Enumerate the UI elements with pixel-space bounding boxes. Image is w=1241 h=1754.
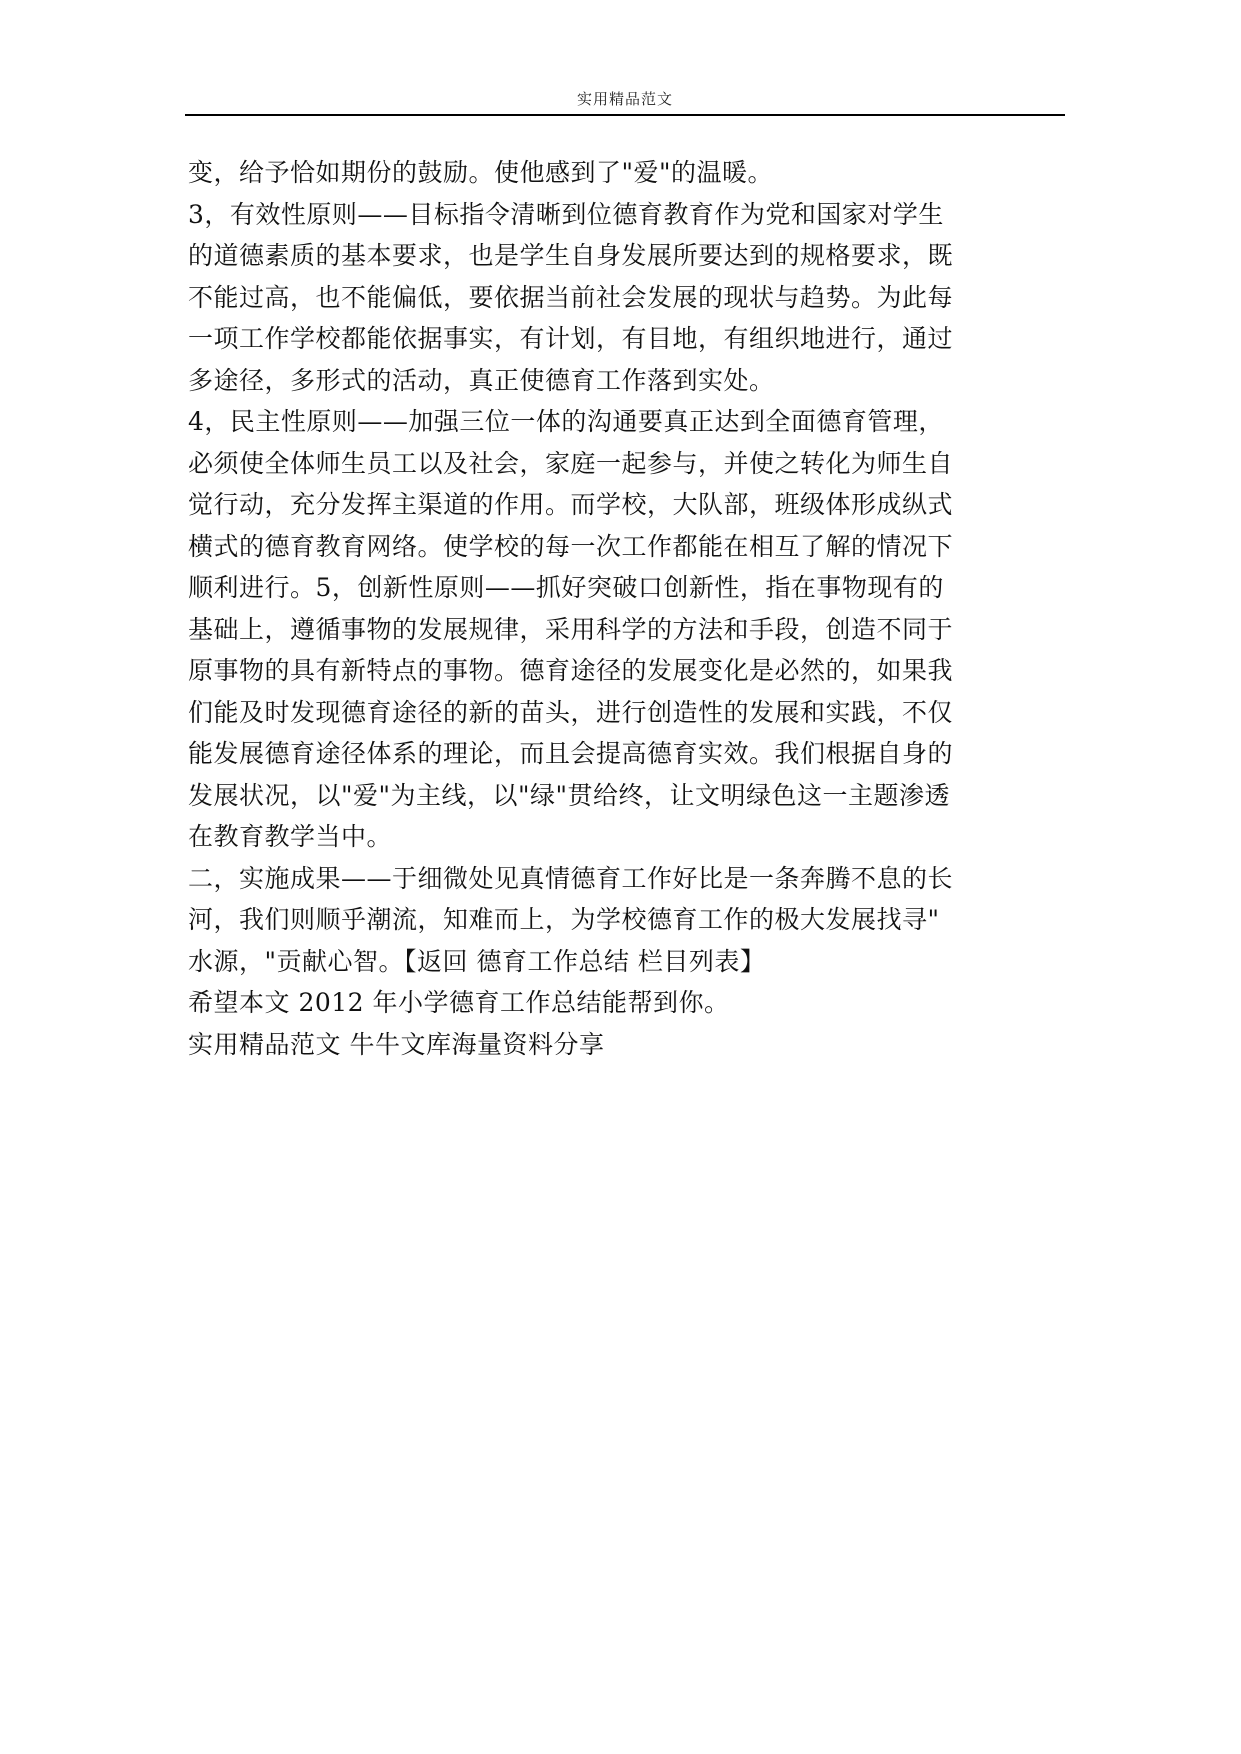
body-line: 基础上，遵循事物的发展规律，采用科学的方法和手段，创造不同于 [188, 614, 954, 644]
body-line: 变，给予恰如期份的鼓励。使他感到了"爱"的温暖。 [188, 158, 774, 187]
body-line: 多途径，多形式的活动，真正使德育工作落到实处。 [188, 365, 775, 395]
body-line: 们能及时发现德育途径的新的苗头，进行创造性的发展和实践，不仅 [188, 697, 954, 727]
body-line: 4，民主性原则——加强三位一体的沟通要真正达到全面德育管理， [188, 407, 944, 436]
body-line: 原事物的具有新特点的事物。德育途径的发展变化是必然的，如果我 [188, 656, 954, 685]
body-line: 水源，"贡献心智。【返回 德育工作总结 栏目列表】 [188, 946, 766, 976]
body-line: 发展状况，以"爱"为主线，以"绿"贯给终，让文明绿色这一主题渗透 [188, 780, 950, 810]
body-line: 一项工作学校都能依据事实，有计划，有目地，有组织地进行，通过 [188, 324, 954, 353]
body-line: 必须使全体师生员工以及社会，家庭一起参与，并使之转化为师生自 [188, 448, 954, 478]
body-line: 希望本文 2012 年小学德育工作总结能帮到你。 [188, 988, 730, 1017]
page-header-title: 实用精品范文 [576, 90, 673, 108]
footer-line: 实用精品范文 牛牛文库海量资料分享 [188, 1029, 605, 1059]
body-line: 在教育教学当中。 [188, 822, 393, 851]
body-line: 河，我们则顺乎潮流，知难而上，为学校德育工作的极大发展找寻" [188, 905, 940, 934]
body-line: 觉行动，充分发挥主渠道的作用。而学校，大队部，班级体形成纵式 [188, 490, 954, 519]
body-line: 顺利进行。5，创新性原则——抓好突破口创新性，指在事物现有的 [188, 573, 944, 602]
body-line: 能发展德育途径体系的理论，而且会提高德育实效。我们根据自身的 [188, 739, 954, 768]
document-body [188, 152, 1068, 1065]
body-line: 3，有效性原则——目标指令清晰到位德育教育作为党和国家对学生 [188, 199, 944, 229]
body-line: 不能过高，也不能偏低，要依据当前社会发展的现状与趋势。为此每 [188, 282, 954, 312]
header-divider [185, 114, 1065, 116]
body-line: 二，实施成果——于细微处见真情德育工作好比是一条奔腾不息的长 [188, 863, 954, 893]
body-line: 横式的德育教育网络。使学校的每一次工作都能在相互了解的情况下 [188, 531, 954, 561]
body-line: 的道德素质的基本要求，也是学生自身发展所要达到的规格要求，既 [188, 241, 954, 270]
